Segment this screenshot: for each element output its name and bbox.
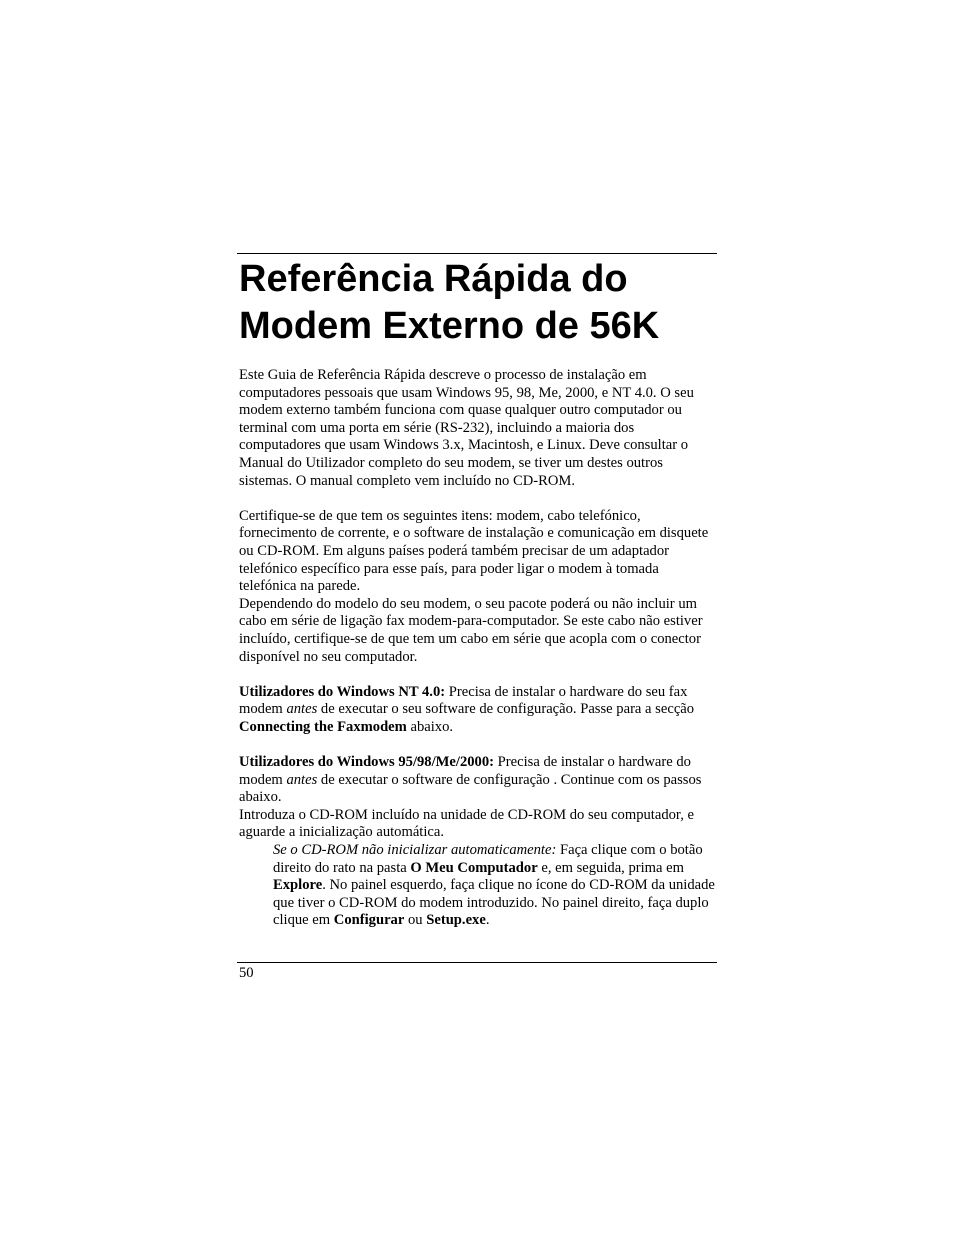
win9x-text-2: de executar o software de configuração . Continue com os passos abaixo. <box>239 771 702 806</box>
bottom-rule <box>237 962 717 963</box>
page-title <box>239 256 717 350</box>
win9x-emphasis: antes <box>286 771 318 788</box>
title-line-2: Modem Externo de 56K <box>239 305 660 347</box>
win9x-text-1: Precisa de instalar o hardware do modem <box>239 754 691 788</box>
nt-text-3: abaixo. <box>406 718 454 735</box>
nt-text-1: Precisa de instalar o hardware do seu fax modem <box>239 683 688 718</box>
cdrom-note <box>239 842 717 930</box>
setup-exe-label: Setup.exe <box>426 912 486 929</box>
top-rule <box>237 253 717 254</box>
cable-paragraph: Dependendo do modelo do seu modem, o seu pacote poderá ou não incluir um cabo em série de ligação fax modem-para-computador. Se este cabo não estiver incluído, certifique-se de que tem um cabo em série que acopla com o conector disponível no seu computador. <box>239 595 703 665</box>
explore-label: Explore <box>273 877 323 894</box>
win9x-label: Utilizadores do Windows 95/98/Me/2000: <box>239 754 494 771</box>
cdrom-note-lead: Se o CD-ROM não inicializar automaticamente: <box>273 842 557 859</box>
page-number: 50 <box>239 965 254 981</box>
nt-paragraph <box>239 684 717 737</box>
cdrom-note-text-4: ou <box>404 912 427 929</box>
cdrom-note-text-2: e, em seguida, prima em <box>537 859 684 876</box>
nt-section-reference: Connecting the Faxmodem <box>239 718 407 735</box>
cdrom-note-text-1: Faça clique com o botão direito do rato na pasta <box>273 842 703 876</box>
cdrom-paragraph: Introduza o CD-ROM incluído na unidade de CD-ROM do seu computador, e aguarde a inicialização automática. <box>239 806 694 841</box>
body-text <box>239 367 717 930</box>
title-line-1: Referência Rápida do <box>239 258 628 300</box>
configure-label: Configurar <box>333 912 405 929</box>
win9x-paragraph <box>239 754 717 807</box>
intro-paragraph: Este Guia de Referência Rápida descreve o processo de instalação em computadores pessoais que usam Windows 95, 98, Me, 2000, e NT 4.0. O seu modem externo também funciona com quase qualquer outro computador ou terminal com uma porta em série (RS-232), incluindo a maioria dos computadores que usam Windows 3.x, Macintosh, e Linux. Deve consultar o Manual do Utilizador completo do seu modem, se tiver um destes outros sistemas. O manual completo vem incluído no CD-ROM. <box>239 367 694 489</box>
nt-label: Utilizadores do Windows NT 4.0: <box>239 683 446 700</box>
nt-text-2: de executar o seu software de configuração. Passe para a secção <box>317 701 695 718</box>
my-computer-label: O Meu Computador <box>410 859 538 876</box>
items-paragraph: Certifique-se de que tem os seguintes itens: modem, cabo telefónico, fornecimento de corrente, e o software de instalação e comunicação em disquete ou CD-ROM. Em alguns países poderá também precisar de um adaptador telefónico específico para esse país, para poder ligar o modem à tomada telefónica na parede. <box>239 507 709 595</box>
cdrom-note-text-5: . <box>485 912 490 929</box>
cdrom-note-text-3: . No painel esquerdo, faça clique no ícone do CD-ROM da unidade que tiver o CD-ROM do modem introduzido. No painel direito, faça duplo clique em <box>273 877 715 929</box>
nt-emphasis: antes <box>286 701 318 718</box>
